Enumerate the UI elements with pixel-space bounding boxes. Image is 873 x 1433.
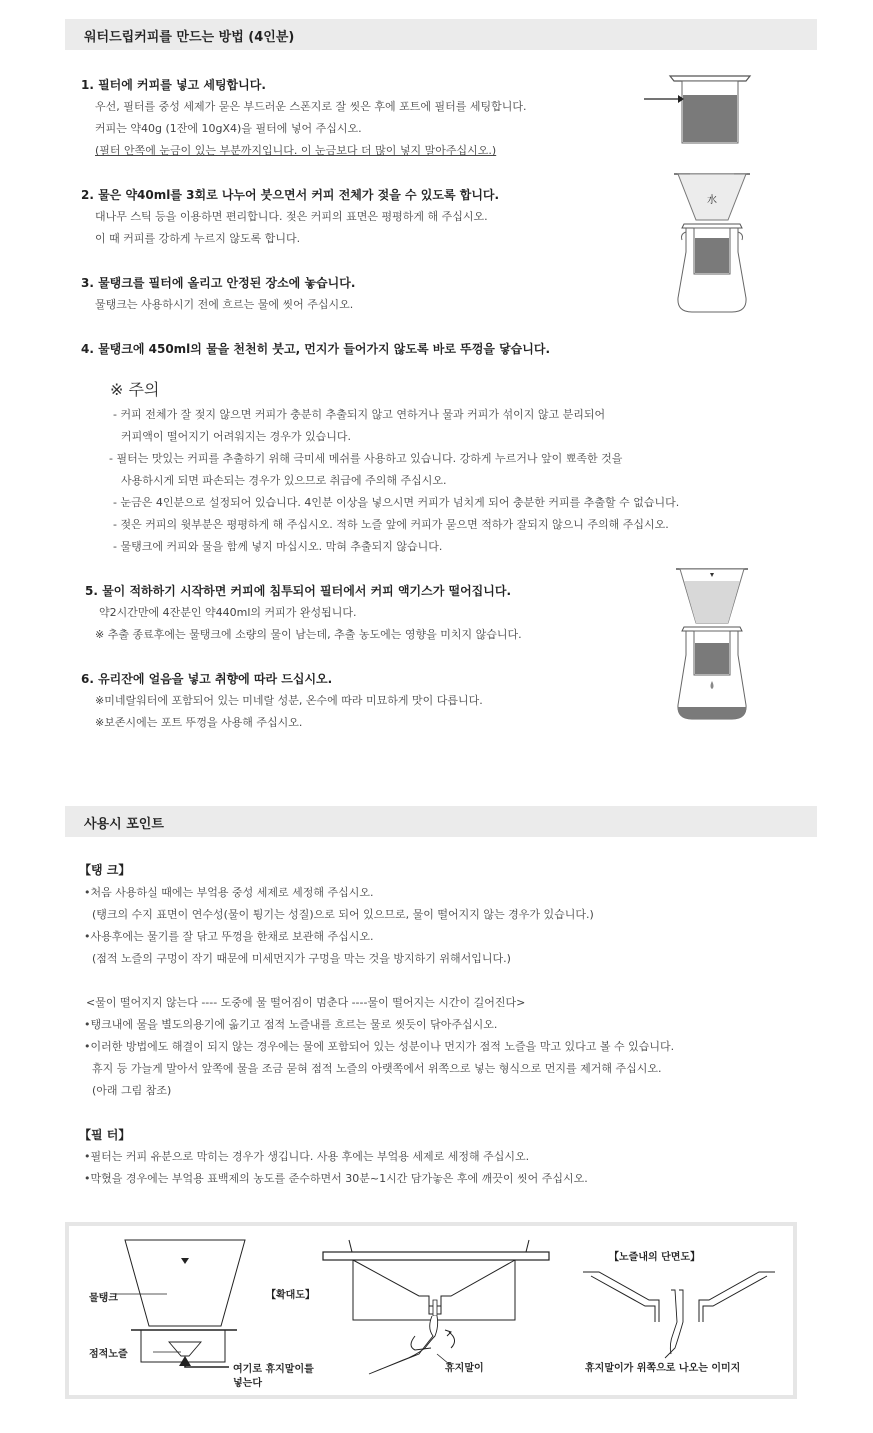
step-1-line-1: 우선, 필터를 중성 세제가 묻은 부드러운 스폰지로 잘 씻은 후에 포트에 필터를 세팅합니다. xyxy=(95,100,527,113)
caution-line: - 커피 전체가 잘 젖지 않으면 커피가 충분히 추출되지 않고 연하거나 물과 커피가 섞이지 않고 분리되어 xyxy=(113,408,606,421)
label-insert-here-2: 넣는다 xyxy=(233,1378,262,1389)
dripping-illustration xyxy=(662,565,762,725)
caution-line: - 눈금은 4인분으로 설정되어 있습니다. 4인분 이상을 넣으시면 커피가 넘치게 되어 충분한 커피를 추출할 수 없습니다. xyxy=(113,496,680,509)
section-header-tips xyxy=(65,806,817,837)
step-1-line-2: 커피는 약40g (1잔에 10gX4)을 필터에 넣어 주십시오. xyxy=(95,122,362,135)
tank-line: •탱크내에 물을 별도의용기에 옮기고 점적 노즐내를 흐르는 물로 씻듯이 닦아주십시오. xyxy=(84,1018,498,1031)
tank-line: (탱크의 수지 표면이 연수성(물이 튕기는 성질)으로 되어 있으므로, 물이 떨어지지 않는 경우가 있습니다.) xyxy=(92,908,594,921)
label-upward-image: 휴지말이가 위쪽으로 나오는 이미지 xyxy=(585,1363,741,1374)
tank-line: •사용후에는 물기를 잘 닦고 뚜껑을 한채로 보관해 주십시오. xyxy=(84,930,374,943)
filter-illustration xyxy=(640,68,760,158)
step-5-line-1: 약2시간만에 4잔분인 약440ml의 커피가 완성됩니다. xyxy=(99,606,357,619)
step-4-title: 4. 물탱크에 450ml의 물을 천천히 붓고, 먼지가 들어가지 않도록 바로 뚜껑을 닿습니다. xyxy=(81,342,551,356)
tank-line: •이러한 방법에도 해결이 되지 않는 경우에는 물에 포함되어 있는 성분이나 먼지가 점적 노즐을 막고 있다고 볼 수 있습니다. xyxy=(84,1040,675,1053)
section-header-howto xyxy=(65,19,817,50)
caution-line: - 필터는 맛있는 커피를 추출하기 위해 극미세 메쉬를 사용하고 있습니다. 강하게 누르거나 앞이 뾰족한 것을 xyxy=(109,452,623,465)
step-3-line-1: 물탱크는 사용하시기 전에 흐르는 물에 씻어 주십시오. xyxy=(95,298,354,311)
step-6-line-2: ※보존시에는 포트 뚜껑을 사용해 주십시오. xyxy=(95,716,303,729)
tank-line: (아래 그림 참조) xyxy=(92,1084,172,1097)
tank-symptom-line: <물이 떨어지지 않는다 ---- 도중에 물 떨어짐이 멈춘다 ----물이 떨어지는 시간이 길어진다> xyxy=(86,996,526,1009)
zoomed-nozzle-drawing xyxy=(319,1236,559,1396)
caution-line: - 젖은 커피의 윗부분은 평평하게 해 주십시오. 적하 노즐 앞에 커피가 묻으면 적하가 잘되지 않으니 주의해 주십시오. xyxy=(113,518,669,531)
tank-line: 휴지 등 가늘게 말아서 앞쪽에 물을 조금 묻혀 점적 노즐의 아랫쪽에서 위쪽으로 넣는 형식으로 먼지를 제거해 주십시오. xyxy=(92,1062,662,1075)
step-1-title: 1. 필터에 커피를 넣고 세팅합니다. xyxy=(81,78,266,92)
filter-heading: 【필 터】 xyxy=(79,1128,131,1142)
label-insert-here-1: 여기로 휴지말이를 xyxy=(233,1364,314,1375)
caution-line: 커피액이 떨어지기 어려워지는 경우가 있습니다. xyxy=(121,430,352,443)
tank-pot-illustration xyxy=(662,170,762,318)
step-5-title: 5. 물이 적하하기 시작하면 커피에 침투되어 필터에서 커피 액기스가 떨어집니다. xyxy=(85,584,512,598)
step-3-title: 3. 물탱크를 필터에 올리고 안정된 장소에 놓습니다. xyxy=(81,276,356,290)
step-1-line-3: (필터 안쪽에 눈금이 있는 부분까지입니다. 이 눈금보다 더 많이 넣지 말아주십시오.) xyxy=(95,144,497,157)
filter-line: •필터는 커피 유분으로 막히는 경우가 생깁니다. 사용 후에는 부엌용 세제로 세정해 주십시오. xyxy=(84,1150,530,1163)
caution-line: - 물탱크에 커피와 물을 함께 넣지 마십시오. 막혀 추출되지 않습니다. xyxy=(113,540,443,553)
step-6-line-1: ※미네랄워터에 포함되어 있는 미네랄 성분, 온수에 따라 미묘하게 맛이 다릅니다. xyxy=(95,694,483,707)
label-water-tank: 물탱크 xyxy=(89,1293,118,1304)
caution-line: 사용하시게 되면 파손되는 경우가 있으므로 취급에 주의해 주십시오. xyxy=(121,474,447,487)
section-title: 워터드립커피를 만드는 방법 (4인분) xyxy=(84,30,295,45)
filter-line: •막혔을 경우에는 부엌용 표백제의 농도를 준수하면서 30분~1시간 담가놓은 후에 깨끗이 씻어 주십시오. xyxy=(84,1172,588,1185)
caution-title: ※ 주의 xyxy=(110,380,160,399)
label-drip-nozzle: 점적노즐 xyxy=(89,1349,128,1360)
section-title: 사용시 포인트 xyxy=(84,817,164,832)
step-5-line-2: ※ 추출 종료후에는 물탱크에 소량의 물이 남는데, 추출 농도에는 영향을 미치지 않습니다. xyxy=(95,628,522,641)
step-6-title: 6. 유리잔에 얼음을 넣고 취향에 따라 드십시오. xyxy=(81,672,333,686)
step-2-title: 2. 물은 약40ml를 3회로 나누어 붓으면서 커피 전체가 젖을 수 있도록 합니다. xyxy=(81,188,500,202)
tank-line: •처음 사용하실 때에는 부엌용 중성 세제로 세정해 주십시오. xyxy=(84,886,374,899)
cleaning-diagram xyxy=(65,1222,797,1399)
label-nozzle-section: 【노즐내의 단면도】 xyxy=(609,1252,701,1263)
tank-heading: 【탱 크】 xyxy=(79,863,131,877)
kanji-water-label: 水 xyxy=(707,195,717,206)
label-tissue-roll: 휴지말이 xyxy=(445,1363,484,1374)
tank-line: (점적 노즐의 구멍이 작기 때문에 미세먼지가 구멍을 막는 것을 방지하기 위해서입니다.) xyxy=(92,952,511,965)
label-zoomed-view: 【확대도】 xyxy=(266,1290,315,1301)
step-2-line-2: 이 때 커피를 강하게 누르지 않도록 합니다. xyxy=(95,232,301,245)
nozzle-section-drawing xyxy=(579,1262,789,1362)
step-2-line-1: 대나무 스틱 등을 이용하면 편리합니다. 젖은 커피의 표면은 평평하게 해 주십시오. xyxy=(95,210,488,223)
